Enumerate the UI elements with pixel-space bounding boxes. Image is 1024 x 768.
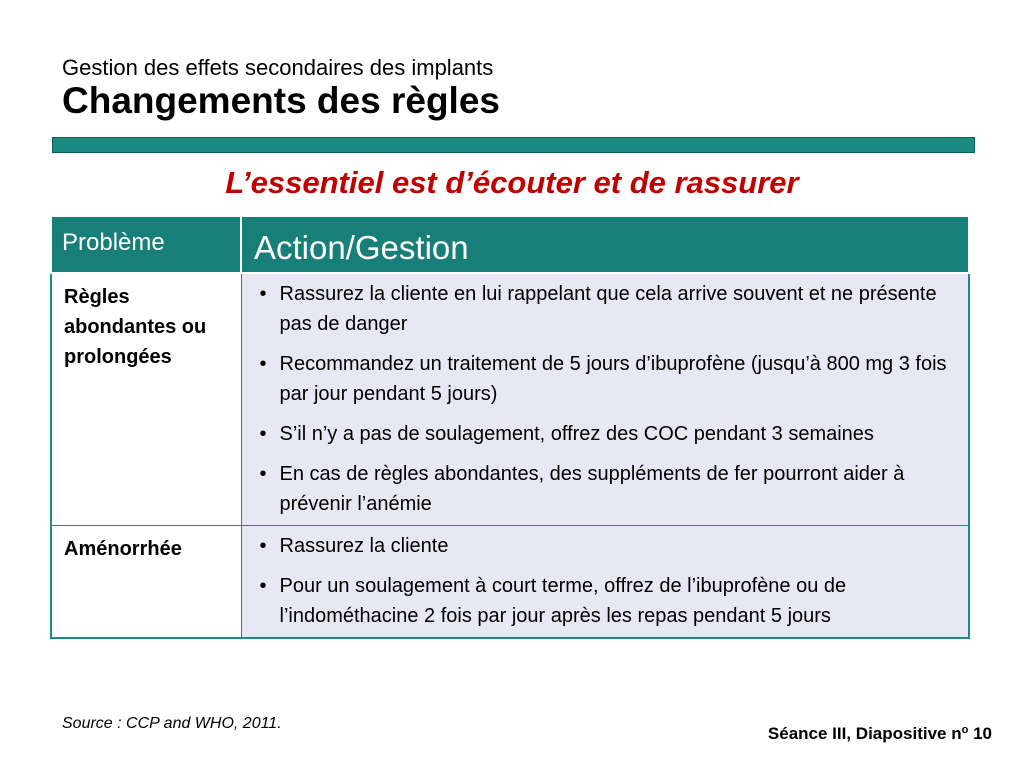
slide-title: Changements des règles xyxy=(62,80,500,121)
slide-tagline: L’essentiel est d’écouter et de rassurer xyxy=(225,165,799,200)
slide-subtitle: Gestion des effets secondaires des implants xyxy=(62,55,494,80)
slide-label-text: Séance III, Diapositive n xyxy=(767,724,962,743)
column-header-action: Action/Gestion xyxy=(241,216,969,273)
action-item: • En cas de règles abondantes, des suppléments de fer pourront aider à prévenir l’anémie xyxy=(254,459,957,519)
table-row xyxy=(51,273,969,526)
action-item: • Rassurez la cliente xyxy=(254,531,957,561)
title-divider-bar xyxy=(52,137,975,153)
slide-label-superscript: o xyxy=(961,724,969,736)
table-header-row xyxy=(51,216,969,273)
action-item: • Recommandez un traitement de 5 jours d’ibuprofène (jusqu’à 800 mg 3 fois par jour pendant 5 jours) xyxy=(254,349,957,409)
action-cell xyxy=(241,273,969,526)
problem-cell: Règles abondantes ou prolongées xyxy=(51,273,241,526)
problem-action-table xyxy=(50,215,970,639)
action-list xyxy=(254,531,957,631)
column-header-problem: Problème xyxy=(51,216,241,273)
source-citation: Source : CCP and WHO, 2011. xyxy=(62,715,282,732)
table-row xyxy=(51,526,969,639)
action-item: • Pour un soulagement à court terme, offrez de l’ibuprofène ou de l’indométhacine 2 fois par jour après les repas pendant 5 jours xyxy=(254,571,957,631)
action-cell xyxy=(241,526,969,639)
action-item: • Rassurez la cliente en lui rappelant que cela arrive souvent et ne présente pas de danger xyxy=(254,279,957,339)
problem-cell: Aménorrhée xyxy=(51,526,241,639)
slide-number-label xyxy=(768,724,992,744)
action-list xyxy=(254,279,957,519)
slide-number: 10 xyxy=(973,724,992,743)
action-item: • S’il n’y a pas de soulagement, offrez des COC pendant 3 semaines xyxy=(254,419,957,449)
